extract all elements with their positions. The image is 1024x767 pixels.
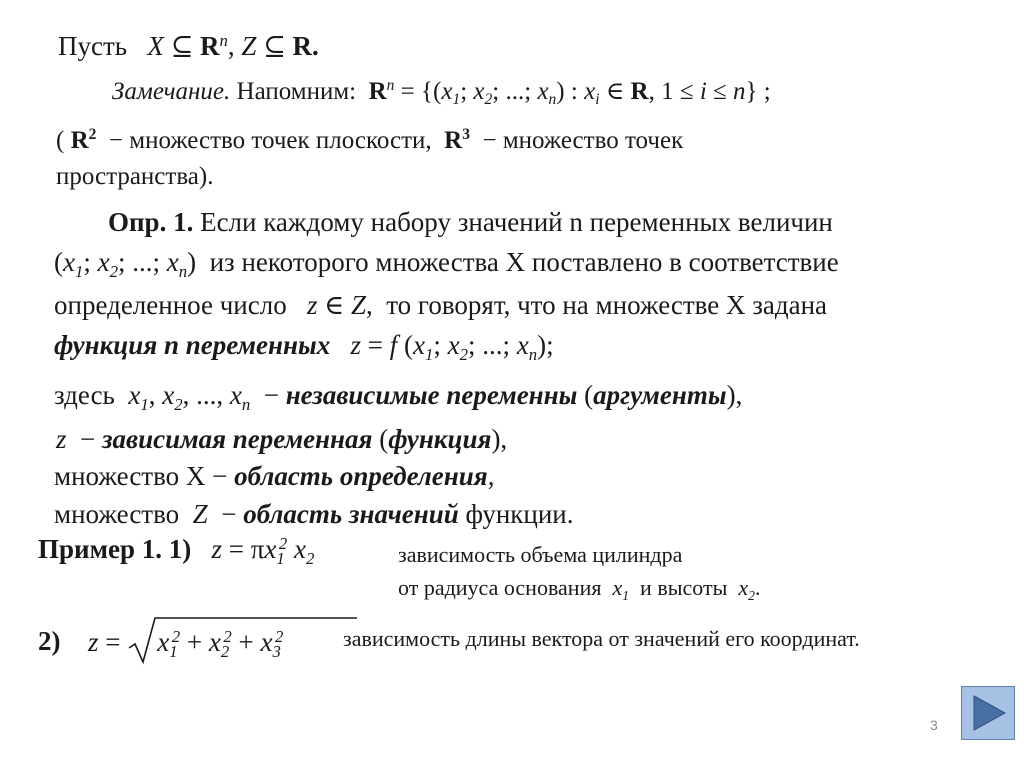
intro-formula: X ⊆ $R^n$, Z ⊆ R. xyxy=(133,30,319,61)
note-dash-2: − xyxy=(476,127,503,154)
example-desc-1a xyxy=(398,539,682,571)
remark-formula: $R^n = \{(x_1$; $x_2$; ...; $x_n$) : $x_i$ ∈ R, 1 ≤ i ≤ n} ; xyxy=(368,77,771,109)
example-formula-1: $z = \pi x_1^2$ $x_2$ xyxy=(197,533,315,568)
def-text-3c: X задана xyxy=(725,290,828,320)
example-x1: $x_1$ xyxy=(606,575,630,603)
def-text-1: Если каждому набору значений n переменных величин xyxy=(200,207,833,237)
example-line-2 xyxy=(38,625,61,657)
def-paren-6: (функция), xyxy=(379,424,508,454)
def-line-3 xyxy=(54,289,827,321)
def-text-5b: независимые переменны xyxy=(285,380,578,410)
r2-symbol: $R^2$ xyxy=(70,126,97,154)
note-dash-1: − xyxy=(102,127,130,154)
example-desc-2-text: зависимость длины вектора от значений его координат. xyxy=(343,626,860,651)
def-line-4 xyxy=(54,329,554,364)
def-text-3b: то говорят, что на множестве xyxy=(386,290,720,320)
def-text-4: функция n переменных xyxy=(54,330,331,360)
def-dash-8: − xyxy=(214,499,244,529)
page-number: 3 xyxy=(930,717,938,733)
note-line2: пространства). xyxy=(56,163,214,190)
example-desc-1b-text: от радиуса основания xyxy=(398,575,602,600)
def-args: $x_1$, $x_2$, ..., $x_n$ xyxy=(121,380,251,414)
example-desc-1c-text: и высоты xyxy=(640,575,728,600)
note-space: множество точек xyxy=(502,127,684,154)
def-text-5a: здесь xyxy=(54,380,115,410)
remark-text: Напомним: xyxy=(236,78,357,105)
next-slide-button[interactable] xyxy=(961,686,1015,740)
intro-word: Пусть xyxy=(58,31,128,61)
def-line-7: множество X − область определения, xyxy=(54,461,495,491)
example-label: Пример 1. 1) xyxy=(38,534,192,564)
def-z: z xyxy=(56,424,67,454)
def-text-3a: определенное число xyxy=(54,290,287,320)
def-label: Опр. 1. xyxy=(108,207,194,237)
def-line-1 xyxy=(108,206,833,238)
def-text-8c: функции. xyxy=(465,499,574,529)
sqrt-sign-icon xyxy=(127,616,359,666)
def-Z: Z xyxy=(185,499,208,529)
note-line-1 xyxy=(56,125,683,157)
def-paren-5: (аргументы), xyxy=(584,380,743,410)
example-formula-2: z = $x_1^2 + x_2^2 + x_3^2$ xyxy=(88,620,283,668)
def-text-7b: область определения xyxy=(234,461,488,491)
play-arrow-icon xyxy=(962,687,1014,739)
r3-symbol: $R^3$ xyxy=(437,126,470,154)
note-plane: множество точек плоскости, xyxy=(129,127,432,154)
example-x2: $x_2$. xyxy=(732,575,761,603)
note-line-2 xyxy=(56,161,213,193)
intro-line xyxy=(58,30,319,62)
def-function-formula: z = f ($x_1$; $x_2$; ...; $x_n$); xyxy=(337,330,554,364)
def-text-8a: множество xyxy=(54,499,180,529)
def-line-8 xyxy=(54,498,574,530)
def-tuple: ($x_1$; $x_2$; ...; $x_n$) xyxy=(54,247,197,281)
remark-title: Замечание. xyxy=(112,78,231,105)
example-desc-1a-text: зависимость объема цилиндра xyxy=(398,542,683,567)
def-text-8b: область значений xyxy=(243,499,459,529)
def-z-in-Z: z ∈ Z, xyxy=(293,290,373,320)
def-text-6a: зависимая переменная xyxy=(102,424,373,454)
def-dash-7: − xyxy=(212,461,235,491)
def-line-5 xyxy=(54,379,743,414)
def-text-7a: множество X xyxy=(54,461,206,491)
def-line-2 xyxy=(54,246,839,281)
example-desc-2 xyxy=(343,623,860,655)
def-text-2: из некоторого множества X поставлено в соответствие xyxy=(209,247,839,277)
example-label-2: 2) xyxy=(38,626,61,656)
example-line-1 xyxy=(38,533,315,568)
example-desc-1b xyxy=(398,572,760,604)
note-open: ( xyxy=(56,127,65,154)
def-dash-5: − xyxy=(256,380,286,410)
remark-line xyxy=(112,76,771,108)
def-line-6 xyxy=(56,423,507,455)
sqrt-expression: $x_1^2 + x_2^2 + x_3^2$ xyxy=(127,624,283,658)
def-dash-6: − xyxy=(73,424,102,454)
